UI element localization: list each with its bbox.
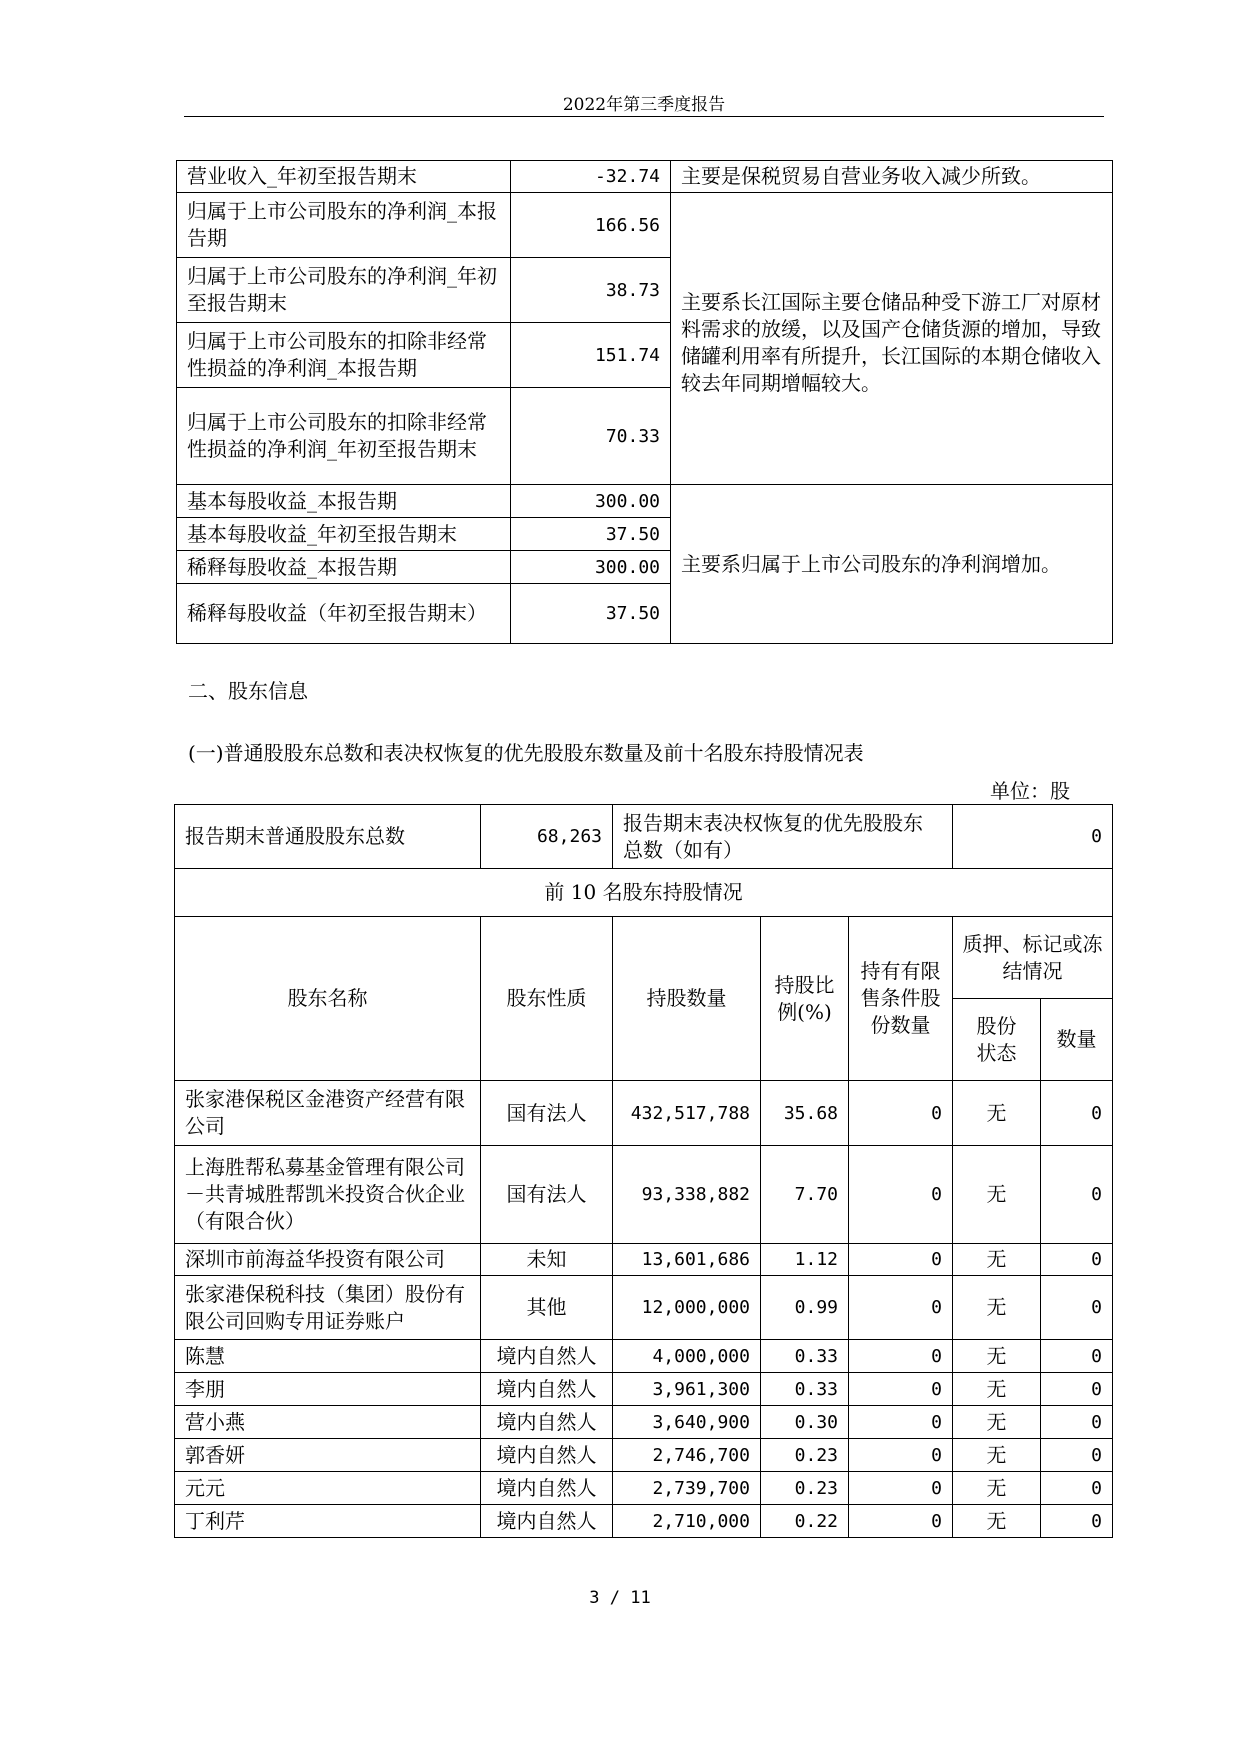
change-item: 稀释每股收益_本报告期 — [177, 551, 511, 584]
holder-name: 元元 — [175, 1472, 481, 1505]
holder-restricted: 0 — [849, 1472, 953, 1505]
change-item: 稀释每股收益（年初至报告期末） — [177, 584, 511, 644]
holder-ratio: 1.12 — [761, 1244, 849, 1276]
holder-ratio: 0.22 — [761, 1505, 849, 1538]
change-value: 38.73 — [511, 258, 671, 323]
holder-quantity: 0 — [1041, 1081, 1113, 1146]
holder-status: 无 — [953, 1472, 1041, 1505]
holder-shares: 3,640,900 — [613, 1406, 761, 1439]
holder-ratio: 0.30 — [761, 1406, 849, 1439]
holder-shares: 3,961,300 — [613, 1373, 761, 1406]
holder-status: 无 — [953, 1146, 1041, 1244]
holder-quantity: 0 — [1041, 1439, 1113, 1472]
header-status: 股份状态 — [953, 999, 1041, 1081]
holder-restricted: 0 — [849, 1373, 953, 1406]
change-item: 营业收入_年初至报告期末 — [177, 161, 511, 193]
holder-ratio: 0.23 — [761, 1439, 849, 1472]
top10-title: 前 10 名股东持股情况 — [175, 869, 1113, 917]
holder-shares: 2,739,700 — [613, 1472, 761, 1505]
change-reason-table — [176, 160, 1113, 644]
holder-status: 无 — [953, 1081, 1041, 1146]
subsection-title: (一)普通股股东总数和表决权恢复的优先股股东数量及前十名股东持股情况表 — [188, 741, 864, 765]
holder-restricted: 0 — [849, 1276, 953, 1340]
total-holders-label: 报告期末普通股股东总数 — [175, 805, 481, 869]
change-item: 归属于上市公司股东的扣除非经常性损益的净利润_本报告期 — [177, 323, 511, 388]
shareholder-table — [174, 804, 1113, 1538]
change-item: 归属于上市公司股东的扣除非经常性损益的净利润_年初至报告期末 — [177, 388, 511, 485]
holder-ratio: 0.23 — [761, 1472, 849, 1505]
unit-label: 单位：股 — [990, 779, 1070, 803]
holder-shares: 93,338,882 — [613, 1146, 761, 1244]
holder-shares: 4,000,000 — [613, 1340, 761, 1373]
holder-status: 无 — [953, 1340, 1041, 1373]
holder-nature: 境内自然人 — [481, 1340, 613, 1373]
holder-nature: 境内自然人 — [481, 1373, 613, 1406]
holder-restricted: 0 — [849, 1439, 953, 1472]
header-restricted: 持有有限售条件股份数量 — [849, 917, 953, 1081]
holder-quantity: 0 — [1041, 1505, 1113, 1538]
header-pledge: 质押、标记或冻结情况 — [953, 917, 1113, 999]
holder-ratio: 0.99 — [761, 1276, 849, 1340]
section-title: 二、股东信息 — [188, 679, 308, 703]
holder-status: 无 — [953, 1373, 1041, 1406]
header-divider — [184, 116, 1104, 117]
report-header: 2022年第三季度报告 — [562, 95, 726, 115]
holder-restricted: 0 — [849, 1505, 953, 1538]
holder-nature: 未知 — [481, 1244, 613, 1276]
holder-ratio: 35.68 — [761, 1081, 849, 1146]
holder-status: 无 — [953, 1439, 1041, 1472]
holder-nature: 国有法人 — [481, 1146, 613, 1244]
change-item: 归属于上市公司股东的净利润_年初至报告期末 — [177, 258, 511, 323]
change-value: 37.50 — [511, 518, 671, 551]
total-holders-value: 68,263 — [481, 805, 613, 869]
change-reason: 主要是保税贸易自营业务收入减少所致。 — [671, 161, 1113, 193]
header-nature: 股东性质 — [481, 917, 613, 1081]
holder-quantity: 0 — [1041, 1373, 1113, 1406]
holder-quantity: 0 — [1041, 1406, 1113, 1439]
holder-nature: 国有法人 — [481, 1081, 613, 1146]
holder-shares: 2,746,700 — [613, 1439, 761, 1472]
change-value: 300.00 — [511, 551, 671, 584]
holder-name: 张家港保税科技（集团）股份有限公司回购专用证券账户 — [175, 1276, 481, 1340]
holder-shares: 12,000,000 — [613, 1276, 761, 1340]
holder-name: 深圳市前海益华投资有限公司 — [175, 1244, 481, 1276]
change-reason: 主要系归属于上市公司股东的净利润增加。 — [671, 485, 1113, 644]
holder-shares: 432,517,788 — [613, 1081, 761, 1146]
holder-status: 无 — [953, 1244, 1041, 1276]
header-name: 股东名称 — [175, 917, 481, 1081]
change-item: 归属于上市公司股东的净利润_本报告期 — [177, 193, 511, 258]
page-number: 3 / 11 — [589, 1588, 651, 1608]
holder-status: 无 — [953, 1276, 1041, 1340]
holder-status: 无 — [953, 1406, 1041, 1439]
holder-quantity: 0 — [1041, 1276, 1113, 1340]
holder-name: 张家港保税区金港资产经营有限公司 — [175, 1081, 481, 1146]
change-value: 70.33 — [511, 388, 671, 485]
pref-holders-value: 0 — [953, 805, 1113, 869]
holder-ratio: 0.33 — [761, 1340, 849, 1373]
holder-restricted: 0 — [849, 1146, 953, 1244]
holder-ratio: 7.70 — [761, 1146, 849, 1244]
holder-shares: 2,710,000 — [613, 1505, 761, 1538]
holder-quantity: 0 — [1041, 1244, 1113, 1276]
holder-name: 营小燕 — [175, 1406, 481, 1439]
holder-shares: 13,601,686 — [613, 1244, 761, 1276]
holder-restricted: 0 — [849, 1244, 953, 1276]
holder-nature: 境内自然人 — [481, 1439, 613, 1472]
holder-name: 郭香妍 — [175, 1439, 481, 1472]
header-ratio: 持股比例(%) — [761, 917, 849, 1081]
holder-nature: 境内自然人 — [481, 1406, 613, 1439]
holder-restricted: 0 — [849, 1340, 953, 1373]
holder-name: 李朋 — [175, 1373, 481, 1406]
change-item: 基本每股收益_年初至报告期末 — [177, 518, 511, 551]
change-value: 37.50 — [511, 584, 671, 644]
header-shares: 持股数量 — [613, 917, 761, 1081]
change-value: 151.74 — [511, 323, 671, 388]
holder-ratio: 0.33 — [761, 1373, 849, 1406]
holder-nature: 境内自然人 — [481, 1472, 613, 1505]
change-value: 166.56 — [511, 193, 671, 258]
holder-nature: 其他 — [481, 1276, 613, 1340]
change-value: -32.74 — [511, 161, 671, 193]
header-quantity: 数量 — [1041, 999, 1113, 1081]
holder-restricted: 0 — [849, 1406, 953, 1439]
holder-nature: 境内自然人 — [481, 1505, 613, 1538]
change-item: 基本每股收益_本报告期 — [177, 485, 511, 518]
pref-holders-label: 报告期末表决权恢复的优先股股东总数（如有） — [613, 805, 953, 869]
holder-name: 陈慧 — [175, 1340, 481, 1373]
holder-restricted: 0 — [849, 1081, 953, 1146]
holder-quantity: 0 — [1041, 1340, 1113, 1373]
holder-status: 无 — [953, 1505, 1041, 1538]
holder-quantity: 0 — [1041, 1146, 1113, 1244]
change-reason: 主要系长江国际主要仓储品种受下游工厂对原材料需求的放缓，以及国产仓储货源的增加，导致储罐利用率有所提升，长江国际的本期仓储收入较去年同期增幅较大。 — [671, 193, 1113, 485]
change-value: 300.00 — [511, 485, 671, 518]
holder-name: 上海胜帮私募基金管理有限公司－共青城胜帮凯米投资合伙企业（有限合伙） — [175, 1146, 481, 1244]
holder-name: 丁利芹 — [175, 1505, 481, 1538]
holder-quantity: 0 — [1041, 1472, 1113, 1505]
